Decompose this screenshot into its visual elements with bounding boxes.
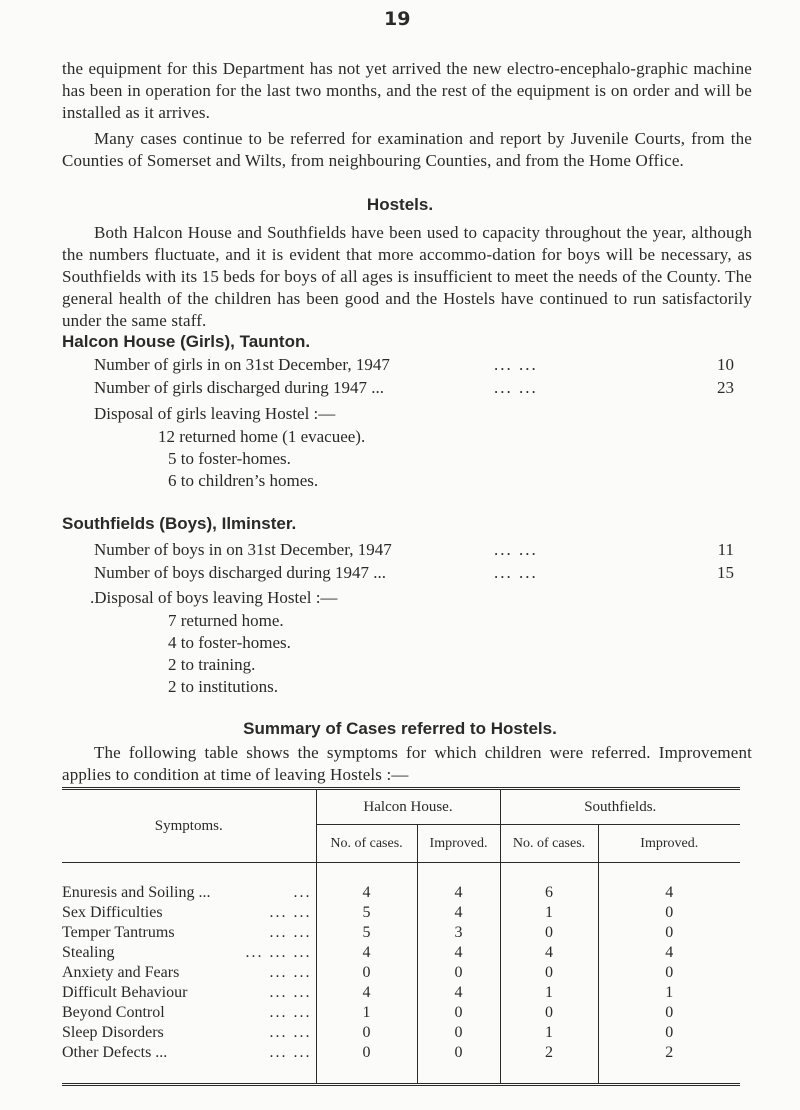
summary-paragraph: The following table shows the symptoms for which children were referred. Improvement applies to condition at time of leaving Hostels :— [62,743,752,784]
halcon-heading: Halcon House (Girls), Taunton. [62,332,311,351]
table-row [62,903,740,923]
southfields-cases-cell: 2 [500,1043,598,1063]
southfields-cases-cell: 4 [500,943,598,963]
table-row [62,943,740,963]
stat-label: Number of girls in on 31st December, 1947 [94,355,390,374]
southfields-stat-in [94,540,734,562]
stat-dots: ... ... [494,355,538,374]
table-row [62,963,740,983]
stat-value: 10 [717,355,734,374]
southfields-improved-cell: 1 [598,983,740,1003]
symptom-name: Temper Tantrums [62,924,179,941]
symptom-name: Sleep Disorders [62,1024,168,1041]
hostels-paragraph: Both Halcon House and Southfields have been used to capacity throughout the year, although the numbers fluctuate, and it is evident that more accommo-dation for boys will be necessary, as Southfields with its 15 beds for boys of all ages is insufficient to meet the needs of the County. The general health of the children has been good and the Hostels have continued to run satisfactorily under the same staff. [62,223,752,330]
symptom-dots: ... ... [269,1004,312,1021]
southfields-cases-cell: 0 [500,1003,598,1023]
stat-value: 11 [717,540,734,559]
stat-dots: ... ... [494,378,538,397]
stat-value: 15 [717,563,734,582]
southfields-cases-cell: 1 [500,1023,598,1043]
table-row [62,883,740,903]
southfields-improved-cell: 2 [598,1043,740,1063]
stat-value: 23 [717,378,734,397]
summary-heading: Summary of Cases referred to Hostels. [243,719,557,738]
halcon-stat-in [94,355,734,377]
stat-label: Number of girls discharged during 1947 ... [94,378,385,397]
halcon-improved-cell: 0 [417,963,500,983]
intro-paragraph-1: the equipment for this Department has not yet arrived the new electro-encephalo-graphic machine has been in operation for the last two months, and the rest of the equipment is on order and will be installed as it arrives. [62,59,752,122]
symptom-name: Sex Difficulties [62,904,167,921]
southfields-cases-cell: 1 [500,903,598,923]
symptom-dots: ... ... [269,904,312,921]
symptom-dots: ... ... [269,964,312,981]
col-symptoms-header: Symptoms. [62,789,316,863]
halcon-improved-cell: 4 [417,883,500,903]
southfields-cases-cell: 6 [500,883,598,903]
southfields-disposal-title: .Disposal of boys leaving Hostel :— [90,588,338,607]
symptom-name: Difficult Behaviour [62,984,191,1001]
halcon-improved-header: Improved. [417,825,500,863]
halcon-disposal-item: 5 to foster-homes. [168,449,291,468]
symptom-dots: ... ... [269,924,312,941]
halcon-improved-cell: 4 [417,983,500,1003]
southfields-improved-cell: 0 [598,903,740,923]
halcon-cases-cell: 5 [316,923,417,943]
southfields-cases-cell: 0 [500,963,598,983]
symptoms-table [62,787,740,1086]
southfields-cases-cell: 1 [500,983,598,1003]
southfields-improved-cell: 0 [598,1023,740,1043]
southfields-cases-cell: 0 [500,923,598,943]
southfields-disposal-item: 2 to institutions. [168,677,279,696]
southfields-improved-cell: 0 [598,923,740,943]
halcon-improved-cell: 4 [417,943,500,963]
halcon-cases-cell: 4 [316,883,417,903]
halcon-cases-cell: 4 [316,943,417,963]
symptom-dots: ... ... [269,1044,312,1061]
symptom-name: Beyond Control [62,1004,169,1021]
southfields-group-header: Southfields. [500,789,740,825]
halcon-cases-cell: 4 [316,983,417,1003]
symptom-dots: ... ... [269,984,312,1001]
intro-paragraph-2: Many cases continue to be referred for examination and report by Juvenile Courts, from the Counties of Somerset and Wilts, from neighbouring Counties, and from the Home Office. [62,129,752,170]
halcon-improved-cell: 3 [417,923,500,943]
symptom-dots: ... ... [269,1024,312,1041]
southfields-improved-cell: 4 [598,883,740,903]
southfields-stat-discharged [94,563,734,585]
halcon-cases-cell: 0 [316,1043,417,1063]
halcon-cases-cell: 0 [316,1023,417,1043]
southfields-heading: Southfields (Boys), Ilminster. [62,514,297,533]
table-row [62,983,740,1003]
halcon-cases-cell: 0 [316,963,417,983]
southfields-improved-cell: 0 [598,1003,740,1023]
halcon-stat-discharged [94,378,734,400]
halcon-disposal-title: Disposal of girls leaving Hostel :— [94,404,336,423]
southfields-disposal-item: 7 returned home. [168,611,284,630]
halcon-disposal-item: 12 returned home (1 evacuee). [158,427,366,446]
symptom-name: Enuresis and Soiling ... [62,884,214,901]
page-number: 19 [384,8,411,30]
halcon-cases-cell: 1 [316,1003,417,1023]
halcon-group-header: Halcon House. [316,789,500,825]
southfields-improved-cell: 0 [598,963,740,983]
stat-label: Number of boys in on 31st December, 1947 [94,540,392,559]
symptom-name: Other Defects ... [62,1044,171,1061]
southfields-improved-cell: 4 [598,943,740,963]
stat-label: Number of boys discharged during 1947 ... [94,563,386,582]
halcon-improved-cell: 4 [417,903,500,923]
table-row [62,1023,740,1043]
halcon-improved-cell: 0 [417,1023,500,1043]
table-row [62,1003,740,1023]
symptom-dots: ... ... ... [245,944,312,961]
halcon-cases-header: No. of cases. [316,825,417,863]
southfields-disposal-item: 4 to foster-homes. [168,633,291,652]
stat-dots: ... ... [494,563,538,582]
hostels-heading: Hostels. [366,195,434,214]
symptom-name: Stealing [62,944,118,961]
halcon-disposal-item: 6 to children’s homes. [168,471,319,490]
symptom-name: Anxiety and Fears [62,964,183,981]
symptom-dots: ... [293,884,312,901]
table-row [62,923,740,943]
southfields-disposal-item: 2 to training. [168,655,256,674]
stat-dots: ... ... [494,540,538,559]
table-row [62,1043,740,1063]
halcon-improved-cell: 0 [417,1043,500,1063]
southfields-improved-header: Improved. [598,825,740,863]
halcon-improved-cell: 0 [417,1003,500,1023]
halcon-cases-cell: 5 [316,903,417,923]
southfields-cases-header: No. of cases. [500,825,598,863]
